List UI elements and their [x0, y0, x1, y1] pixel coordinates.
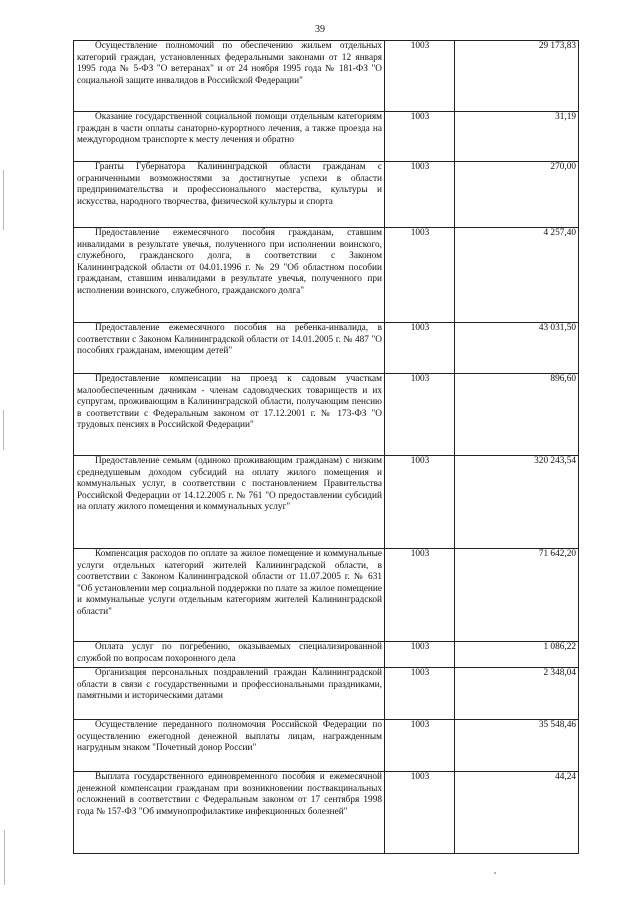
amount: 270,00 [455, 162, 579, 228]
budget-table-body [74, 41, 579, 854]
table-row [74, 162, 579, 228]
table-row [74, 228, 579, 323]
amount: 29 173,83 [455, 41, 579, 112]
amount: 71 642,20 [455, 549, 579, 642]
expense-name: Выплата государственного единовременного пособия и ежемесячной денежной компенсации гражданам при возникновении поствакцинальных осложнений в соответствии с Федеральным законом от 17 сентября 1998 года № 157-ФЗ "Об иммунопрофилактике инфекционных болезней" [74, 772, 385, 854]
amount: 4 257,40 [455, 228, 579, 323]
section-code: 1003 [385, 772, 455, 854]
amount: 2 348,04 [455, 668, 579, 720]
section-code: 1003 [385, 549, 455, 642]
amount: 896,60 [455, 374, 579, 456]
expense-name: Осуществление полномочий по обеспечению жильем отдельных категорий граждан, установленных федеральными законами от 12 января 1995 года № 5-ФЗ "О ветеранах" и от 24 ноября 1995 года № 181-ФЗ "О социальной защите инвалидов в Российской Федерации" [74, 41, 385, 112]
expense-name: Предоставление компенсации на проезд к садовым участкам малообеспеченным дачникам - членам садоводческих товариществ и их супругам, проживающим в Калининградской области, получающим пенсию в соответствии с Федеральным законом от 17.12.2001 г. № 173-ФЗ "О трудовых пенсиях в Российской Федерации" [74, 374, 385, 456]
table-row [74, 456, 579, 549]
table-row [74, 642, 579, 668]
section-code: 1003 [385, 228, 455, 323]
table-row [74, 112, 579, 162]
amount: 320 243,54 [455, 456, 579, 549]
section-code: 1003 [385, 323, 455, 374]
amount: 43 031,50 [455, 323, 579, 374]
section-code: 1003 [385, 41, 455, 112]
table-row [74, 668, 579, 720]
amount: 35 548,46 [455, 720, 579, 772]
section-code: 1003 [385, 456, 455, 549]
section-code: 1003 [385, 642, 455, 668]
table-row [74, 549, 579, 642]
section-code: 1003 [385, 668, 455, 720]
section-code: 1003 [385, 720, 455, 772]
expense-name: Предоставление ежемесячного пособия гражданам, ставшим инвалидами в результате увечья, полученного при исполнении воинского, служебного, гражданского долга, в соответствии с Законом Калининградской области от 04.01.1996 г. № 29 "Об областном пособии гражданам, ставшим инвалидами в результате увечья, полученного при исполнении воинского, служебного, гражданского долга" [74, 228, 385, 323]
expense-name: Компенсация расходов по оплате за жилое помещение и коммунальные услуги отдельных категорий жителей Калининградской области, в соответствии с Законом Калининградской области от 11.07.2005 г. № 631 "Об установлении мер социальной поддержки по плате за жилое помещение и коммунальные услуги отдельным категориям жителей Калининградской области" [74, 549, 385, 642]
expense-name: Организация персональных поздравлений граждан Калининградской области в связи с государственными и профессиональными праздниками, памятными и историческими датами [74, 668, 385, 720]
table-row [74, 323, 579, 374]
table-row [74, 772, 579, 854]
table-row [74, 41, 579, 112]
expense-name: Предоставление ежемесячного пособия на ребенка-инвалида, в соответствии с Законом Калининградской области от 14.01.2005 г. № 487 "О пособиях гражданам, имеющим детей" [74, 323, 385, 374]
section-code: 1003 [385, 374, 455, 456]
expense-name: Предоставление семьям (одиноко проживающим гражданам) с низким среднедушевым доходом субсидий на оплату жилого помещения и коммунальных услуг, в соответствии с постановлением Правительства Российской Федерации от 14.12.2005 г. № 761 "О предоставлении субсидий на оплату жилого помещения и коммунальных услуг" [74, 456, 385, 549]
page-number: 39 [315, 24, 325, 35]
table-row [74, 720, 579, 772]
scan-speck [494, 872, 496, 874]
section-code: 1003 [385, 162, 455, 228]
table-row [74, 374, 579, 456]
section-code: 1003 [385, 112, 455, 162]
expense-name: Осуществление переданного полномочия Российской Федерации по осуществлению ежегодной денежной выплаты лицам, награжденным нагрудным знаком "Почетный донор России" [74, 720, 385, 772]
amount: 44,24 [455, 772, 579, 854]
amount: 31,19 [455, 112, 579, 162]
amount: 1 086,22 [455, 642, 579, 668]
budget-table [73, 40, 579, 854]
expense-name: Оказание государственной социальной помощи отдельным категориям граждан в части оплаты санаторно-курортного лечения, а также проезда на междугородном транспорте к месту лечения и обратно [74, 112, 385, 162]
expense-name: Гранты Губернатора Калининградской области гражданам с ограниченными возможностями за достигнутые успехи в области предпринимательства и профессионального мастерства, культуры и искусства, народного творчества, физической культуры и спорта [74, 162, 385, 228]
expense-name: Оплата услуг по погребению, оказываемых специализированной службой по вопросам похоронного дела [74, 642, 385, 668]
